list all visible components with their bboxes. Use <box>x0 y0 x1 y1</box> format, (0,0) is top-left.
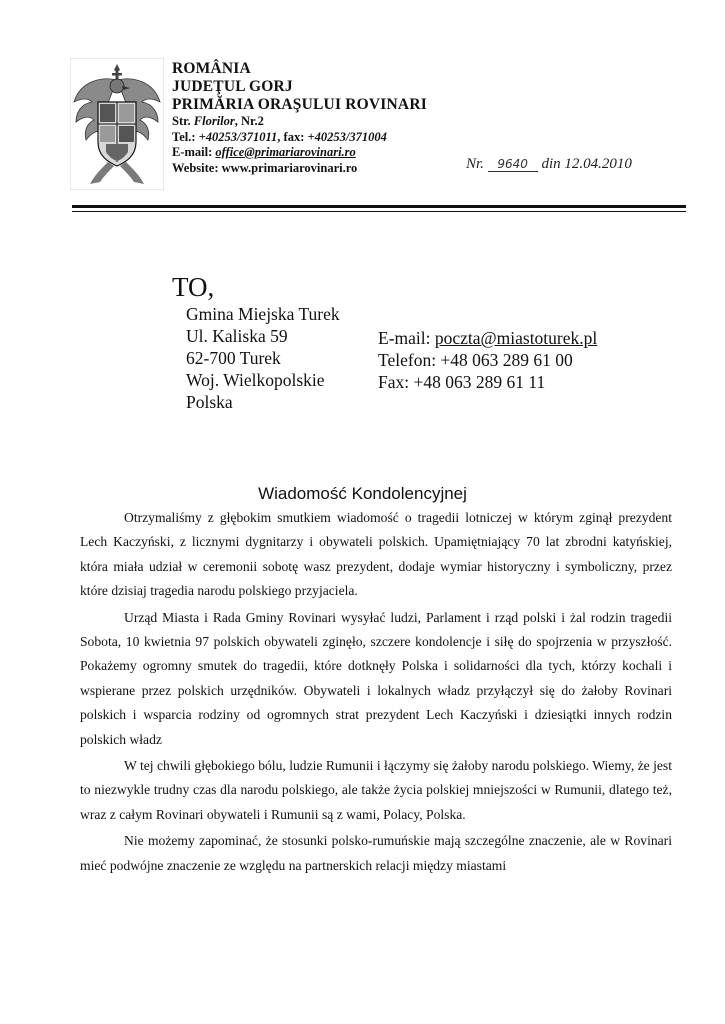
registration-number: Nr. 9640 din 12.04.2010 <box>466 156 632 172</box>
body-paragraph: Urząd Miasta i Rada Gminy Rovinari wysyłać ludzi, Parlament i rząd polski i żal rodzin tragedii Sobota, 10 kwietnia 97 polskich obywateli zginęło, szczere kondolencje i siłę do spojrzenia w przyszłość. Pokażemy ogromny smutek do tragedii, które dotknęły Polska i solidarności dla tych, którzy kochali i wspierane przez polskich urzędników. Obywateli i lokalnych władz przyłączył się do żałoby Rovinari polskich i wsparcia rodziny od ogromnych strat prezydent Lech Kaczyński i dziesiątki innych rodzin polskich władz <box>80 609 672 747</box>
registration-number-value: 9640 <box>488 157 538 172</box>
body-paragraph: W tej chwili głębokiego bólu, ludzie Rumunii i łączymy się żałoby narodu polskiego. Wiemy, że jest to niezwykle trudny czas dla narodu polskiego, ale także życia polskiej mniejszości w Rumunii, dlatego też, wraz z całym Rovinari obywateli i Rumunii są z wami, Polacy, Polska. <box>80 758 672 822</box>
recipient-email-link[interactable]: poczta@miastoturek.pl <box>434 328 598 348</box>
town-hall-name: PRIMĂRIA ORAŞULUI ROVINARI <box>172 96 427 113</box>
recipient-fax: Fax: +48 063 289 61 11 <box>378 372 546 392</box>
body-paragraph: Otrzymaliśmy z głębokim smutkiem wiadomość o tragedii lotniczej w którym zginął prezydent Lech Kaczyński, z licznymi dygnitarzy i obywateli polskich. Upamiętniający 70 lat zbrodni katyńskiej, która miała udział w ceremonii sobotę wasz prezydent, dodaje wymiar historyczny i symboliczny, przez które dzisiaj tragedia narodu polskiego przyjaciela. <box>80 510 672 599</box>
recipient-address <box>186 303 340 413</box>
registration-date: din 12.04.2010 <box>541 156 632 172</box>
to-label: TO, <box>172 272 215 302</box>
email-line: E-mail: office@primariarovinari.ro <box>172 145 356 159</box>
recipient-email: E-mail: poczta@miastoturek.pl <box>378 328 598 348</box>
header-divider-thin <box>72 211 686 212</box>
address-line: Polska <box>186 392 233 412</box>
address-line: 62-700 Turek <box>186 348 281 368</box>
tel-fax: Tel.: +40253/371011, fax: +40253/371004 <box>172 129 387 144</box>
address-line: Gmina Miejska Turek <box>186 304 340 324</box>
street-address: Str. Florilor, Nr.2 <box>172 114 264 128</box>
header-divider-thick <box>72 205 686 208</box>
body-paragraph: Nie możemy zapominać, że stosunki polsko-rumuńskie mają szczególne znaczenie, ale w Rovinari mieć podwójne znaczenie ze względu na partnerskich relacji między miastami <box>80 833 672 873</box>
website-line: Website: www.primariarovinari.ro <box>172 160 358 175</box>
county-name: JUDEŢUL GORJ <box>172 78 293 95</box>
recipient-phone: Telefon: +48 063 289 61 00 <box>378 350 573 370</box>
letter-body <box>80 506 672 880</box>
address-line: Woj. Wielkopolskie <box>186 370 325 390</box>
recipient-contact <box>378 327 597 393</box>
romania-coat-of-arms-icon <box>70 58 164 190</box>
address-line: Ul. Kaliska 59 <box>186 326 288 346</box>
letter-title: Wiadomość Kondolencyjnej <box>258 484 467 503</box>
country-name: ROMÂNIA <box>172 60 251 77</box>
office-email-link[interactable]: office@primariarovinari.ro <box>215 145 356 159</box>
letterhead <box>70 50 690 200</box>
